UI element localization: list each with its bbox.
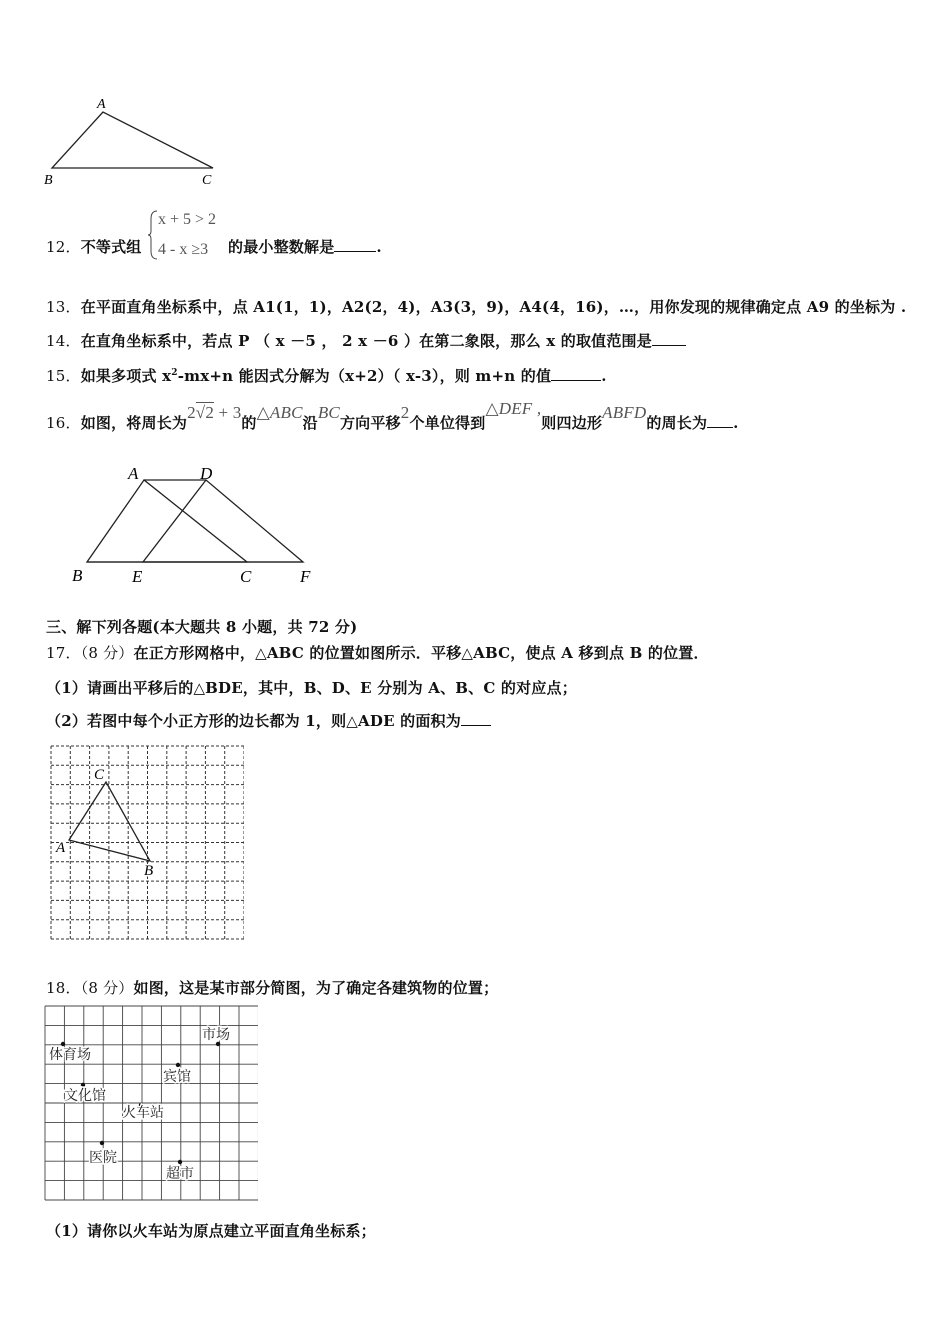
triangle-def (143, 480, 303, 562)
label-market: 市场 (202, 1027, 230, 1043)
label-station: 火车站 (122, 1105, 164, 1121)
question-18-part-1: （1）请你以火车站为原点建立平面直角坐标系； (46, 1222, 376, 1240)
label-a3: A (56, 840, 66, 856)
label-c3: C (94, 767, 105, 783)
label-b3: B (144, 863, 154, 879)
label-d: D (200, 464, 213, 483)
label-supermarket: 超市 (166, 1166, 194, 1182)
label-e: E (132, 567, 143, 586)
question-17-part-2: （2）若图中每个小正方形的边长都为 1，则△ADE 的面积为 (46, 710, 491, 731)
question-13: 13．在平面直角坐标系中，点 A1(1，1)，A2(2，4)，A3(3，9)，A4(4，16)，…，用你发现的规律确定点 A9 的坐标为 . (46, 298, 907, 316)
label-c2: C (240, 567, 252, 586)
question-15: 15．如果多项式 $x^2-mx+n$ 能因式分解为（x+2）（ x-3），则 m+n 的值 . (46, 367, 607, 385)
question-12-tail: 的最小整数解是 . (228, 238, 382, 256)
culture-point (81, 1083, 85, 1087)
translation-figure (66, 460, 326, 590)
label-hotel: 宾馆 (163, 1069, 191, 1085)
label-c: C (202, 173, 212, 188)
triangle-abc-figure (40, 92, 230, 192)
answer-blank-15[interactable] (551, 366, 601, 381)
label-a: A (97, 97, 106, 112)
label-stadium: 体育场 (49, 1047, 91, 1063)
triangle-abc (52, 112, 213, 168)
answer-blank-12[interactable] (334, 237, 376, 252)
question-18: 18．（8 分）如图，这是某市部分简图，为了确定各建筑物的位置； (46, 979, 499, 997)
triangle-abc-grid (69, 782, 150, 861)
supermarket-point (178, 1160, 182, 1164)
question-17-part-1: （1）请画出平移后的△BDE，其中，B、D、E 分别为 A、B、C 的对应点； (46, 679, 577, 697)
question-12: 12．不等式组 (46, 238, 142, 256)
section-3-title: 三、解下列各题(本大题共 8 小题，共 72 分) (46, 618, 358, 636)
answer-blank-16[interactable] (707, 413, 733, 428)
label-f: F (300, 567, 311, 586)
hotel-point (176, 1063, 180, 1067)
system-line-1: x + 5 > 2 (158, 211, 217, 228)
hospital-point (100, 1141, 104, 1145)
label-b: B (44, 173, 53, 188)
question-17: 17．（8 分）在正方形网格中，△ABC 的位置如图所示．平移△ABC，使点 A 移到点 B 的位置． (46, 644, 709, 662)
city-map-figure (44, 1005, 258, 1201)
system-line-2: 4 - x ≥3 (158, 241, 209, 258)
label-culture: 文化馆 (64, 1088, 106, 1104)
question-14: 14．在直角坐标系中，若点 P （ x －5 ， 2 x －6 ）在第二象限，那么 x 的取值范围是 (46, 330, 686, 351)
stadium-point (61, 1042, 65, 1046)
answer-blank-17[interactable] (461, 711, 491, 726)
triangle-abc-2 (87, 480, 247, 562)
answer-blank-14[interactable] (652, 331, 686, 346)
label-a2: A (128, 464, 139, 483)
question-16: 16．如图，将周长为2√2 + 3的△ABC沿BC方向平移2个单位得到△DEF ,则四边形ABFD的周长为 . (46, 399, 739, 432)
label-b2: B (72, 566, 83, 585)
square-grid-figure (48, 743, 244, 941)
label-hospital: 医院 (89, 1150, 117, 1166)
